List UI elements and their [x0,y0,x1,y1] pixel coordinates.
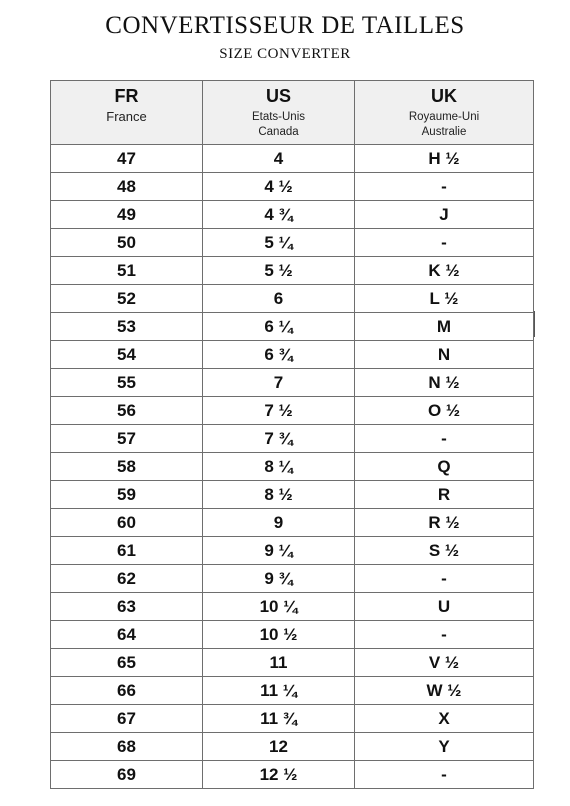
cell-uk: - [355,621,534,649]
cell-uk: - [355,173,534,201]
cell-uk: N [355,341,534,369]
table-row [51,313,534,341]
cell-fr: 49 [51,201,203,229]
cell-uk: - [355,425,534,453]
cell-uk: Q [355,453,534,481]
table-header-row [51,81,534,145]
table-row [51,145,534,173]
cell-fr: 67 [51,705,203,733]
cell-us: 7 ¾ [203,425,355,453]
cell-us: 7 ½ [203,397,355,425]
cell-uk: S ½ [355,537,534,565]
cell-fr: 53 [51,313,203,341]
cell-uk: W ½ [355,677,534,705]
table-row [51,229,534,257]
cell-fr: 47 [51,145,203,173]
table-row [51,285,534,313]
cell-fr: 65 [51,649,203,677]
header-us [203,81,355,145]
table-row [51,341,534,369]
header-us-code: US [265,86,291,106]
cell-fr: 58 [51,453,203,481]
table-row [51,425,534,453]
cell-us: 5 ¼ [203,229,355,257]
cell-fr: 69 [51,761,203,789]
table-row [51,173,534,201]
cell-fr: 60 [51,509,203,537]
cell-fr: 66 [51,677,203,705]
cell-fr: 57 [51,425,203,453]
cell-us: 7 [203,369,355,397]
cell-uk: - [355,761,534,789]
cell-fr: 59 [51,481,203,509]
cell-us: 11 [203,649,355,677]
cell-uk: M [355,313,534,341]
cell-uk: L ½ [355,285,534,313]
cell-uk: K ½ [355,257,534,285]
cell-fr: 52 [51,285,203,313]
header-uk-region-1: Royaume-Uni [408,111,480,123]
cell-us: 6 ¾ [203,341,355,369]
cell-uk: H ½ [355,145,534,173]
cell-fr: 64 [51,621,203,649]
cell-us: 9 [203,509,355,537]
table-row [51,761,534,789]
cell-us: 5 ½ [203,257,355,285]
cell-fr: 54 [51,341,203,369]
cell-uk: V ½ [355,649,534,677]
cell-us: 10 ¼ [203,593,355,621]
cell-uk: N ½ [355,369,534,397]
table-row [51,509,534,537]
table-row [51,369,534,397]
cell-us: 4 ½ [203,173,355,201]
table-row [51,201,534,229]
cell-us: 9 ¼ [203,537,355,565]
cell-us: 11 ¼ [203,677,355,705]
cell-fr: 61 [51,537,203,565]
size-table [50,80,534,789]
cell-uk: - [355,565,534,593]
header-uk-region-2: Australie [421,126,467,138]
cell-fr: 68 [51,733,203,761]
cell-uk: O ½ [355,397,534,425]
header-fr-region: France [106,109,147,124]
cell-uk: Y [355,733,534,761]
table-row [51,481,534,509]
table-row [51,733,534,761]
cell-us: 10 ½ [203,621,355,649]
cell-uk: U [355,593,534,621]
text-cursor-mark [534,311,535,337]
cell-us: 12 [203,733,355,761]
header-fr-code: FR [114,86,139,106]
cell-fr: 56 [51,397,203,425]
page-subtitle: SIZE CONVERTER [219,46,351,62]
header-uk-code: UK [431,86,457,106]
table-row [51,453,534,481]
cell-uk: J [355,201,534,229]
cell-us: 8 ¼ [203,453,355,481]
cell-fr: 63 [51,593,203,621]
table-row [51,621,534,649]
table-row [51,649,534,677]
cell-fr: 51 [51,257,203,285]
cell-uk: X [355,705,534,733]
cell-fr: 48 [51,173,203,201]
cell-uk: - [355,229,534,257]
table-row [51,593,534,621]
cell-us: 8 ½ [203,481,355,509]
cell-uk: R [355,481,534,509]
cell-fr: 55 [51,369,203,397]
header-uk [355,81,534,145]
cell-fr: 62 [51,565,203,593]
page-title: CONVERTISSEUR DE TAILLES [105,12,465,39]
cell-us: 6 ¼ [203,313,355,341]
header-fr [51,81,203,145]
table-row [51,705,534,733]
header-us-region-2: Canada [258,126,299,138]
cell-us: 4 ¾ [203,201,355,229]
cell-uk: R ½ [355,509,534,537]
header-us-region-1: Etats-Unis [251,111,306,123]
table-row [51,537,534,565]
cell-fr: 50 [51,229,203,257]
table-row [51,257,534,285]
table-row [51,565,534,593]
cell-us: 4 [203,145,355,173]
size-table-body [51,145,534,789]
cell-us: 12 ½ [203,761,355,789]
cell-us: 9 ¾ [203,565,355,593]
table-row [51,677,534,705]
table-row [51,397,534,425]
cell-us: 11 ¾ [203,705,355,733]
cell-us: 6 [203,285,355,313]
